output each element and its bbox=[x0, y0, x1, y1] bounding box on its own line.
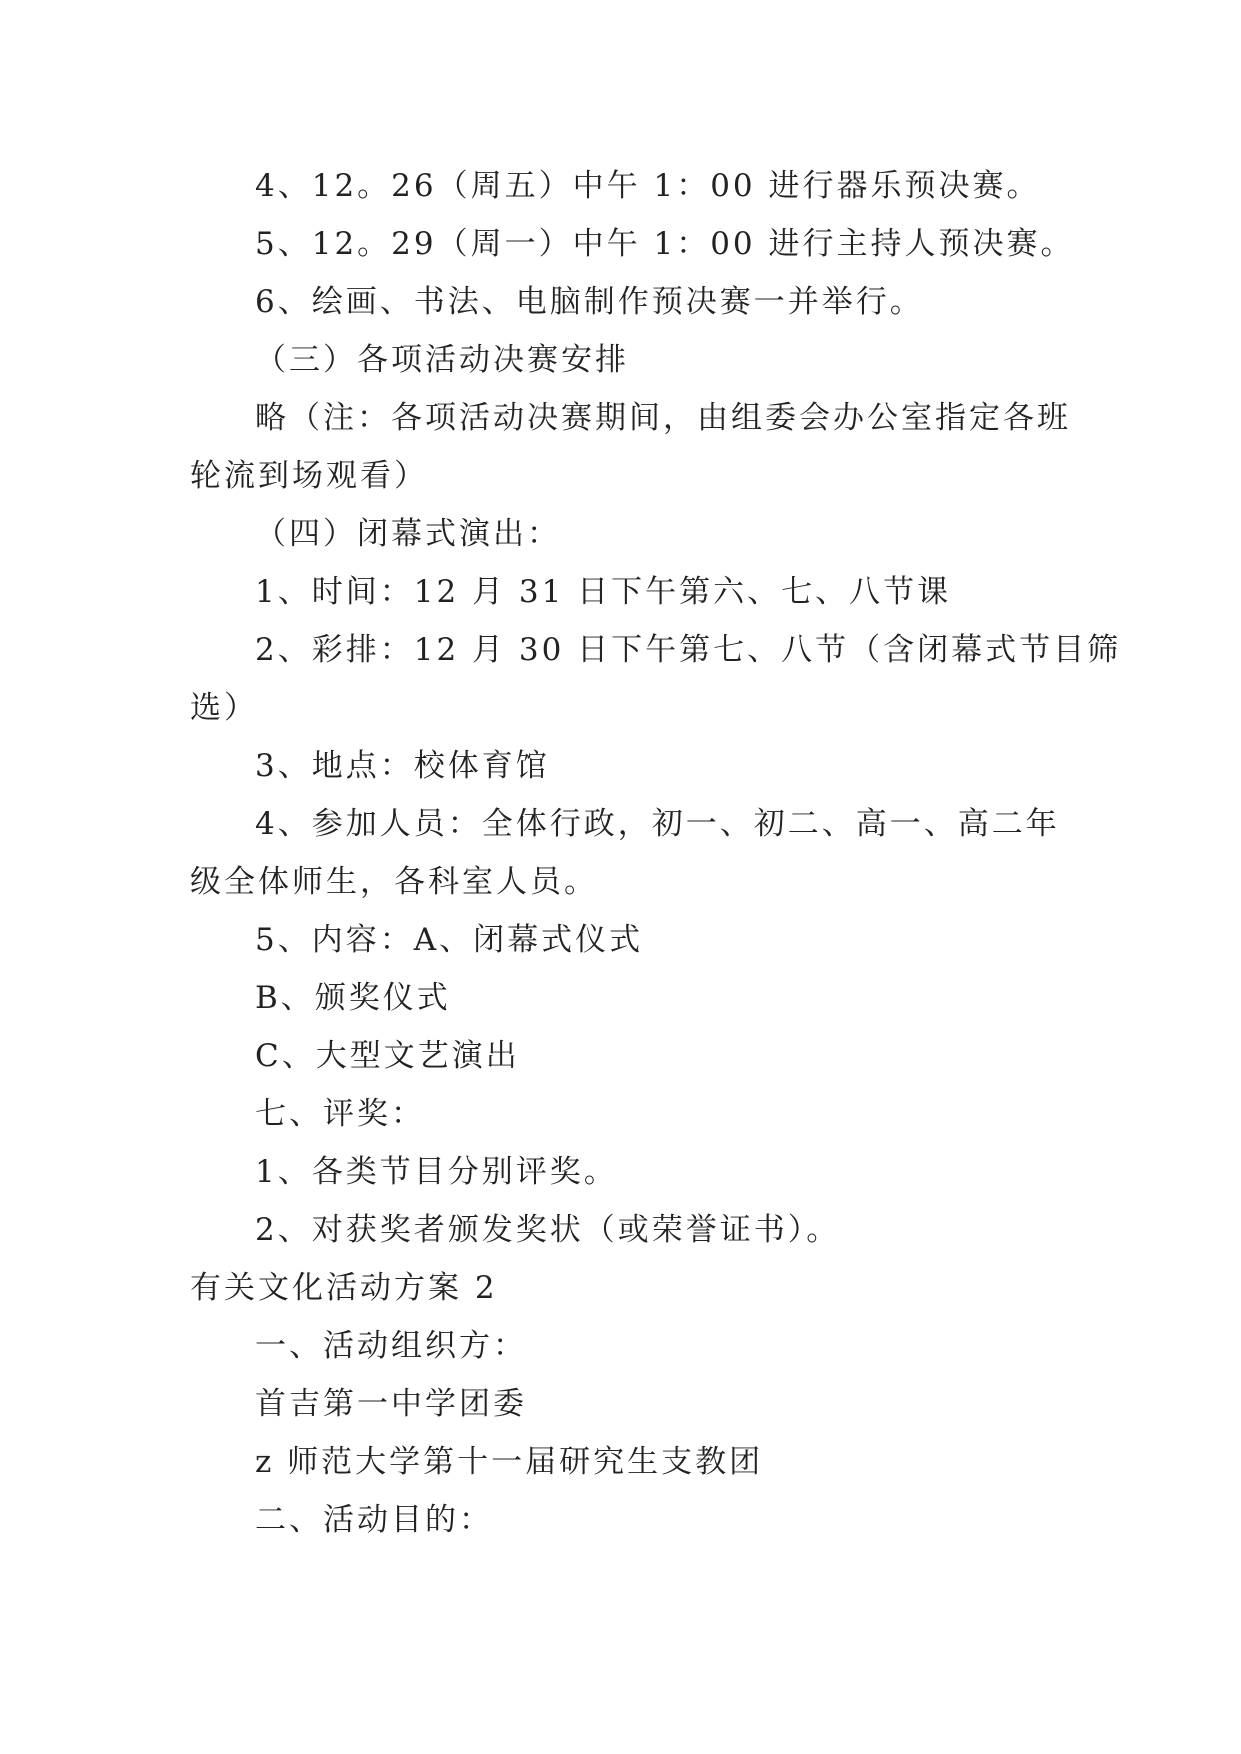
paragraph-line: 首吉第一中学团委 bbox=[255, 1386, 527, 1422]
paragraph-line: 6、绘画、书法、电脑制作预决赛一并举行。 bbox=[255, 284, 924, 320]
paragraph-line: 级全体师生，各科室人员。 bbox=[190, 864, 598, 900]
paragraph-line: 1、时间：12 月 31 日下午第六、七、八节课 bbox=[255, 574, 952, 610]
section-heading: （四）闭幕式演出： bbox=[255, 516, 561, 552]
paragraph-line: 2、彩排：12 月 30 日下午第七、八节（含闭幕式节目筛 bbox=[255, 632, 1122, 668]
section-heading: （三）各项活动决赛安排 bbox=[255, 342, 629, 378]
paragraph-line: 轮流到场观看） bbox=[190, 458, 428, 494]
paragraph-line: 4、12。26（周五）中午 1：00 进行器乐预决赛。 bbox=[255, 168, 1041, 204]
paragraph-line: 5、内容：A、闭幕式仪式 bbox=[255, 922, 644, 958]
section-heading: 一、活动组织方： bbox=[255, 1328, 527, 1364]
paragraph-line: 略（注：各项活动决赛期间，由组委会办公室指定各班 bbox=[255, 400, 1071, 436]
paragraph-line: B、颁奖仪式 bbox=[255, 980, 451, 1016]
paragraph-line: 3、地点：校体育馆 bbox=[255, 748, 550, 784]
section-heading: 二、活动目的： bbox=[255, 1502, 493, 1538]
paragraph-line: z 师范大学第十一届研究生支教团 bbox=[255, 1444, 764, 1480]
paragraph-line: 5、12。29（周一）中午 1：00 进行主持人预决赛。 bbox=[255, 226, 1075, 262]
document-title: 有关文化活动方案 2 bbox=[190, 1270, 498, 1306]
paragraph-line: 选） bbox=[190, 690, 258, 726]
section-heading: 七、评奖： bbox=[255, 1096, 425, 1132]
paragraph-line: 4、参加人员：全体行政，初一、初二、高一、高二年 bbox=[255, 806, 1060, 842]
paragraph-line: C、大型文艺演出 bbox=[255, 1038, 520, 1074]
paragraph-line: 2、对获奖者颁发奖状（或荣誉证书）。 bbox=[255, 1212, 841, 1248]
paragraph-line: 1、各类节目分别评奖。 bbox=[255, 1154, 618, 1190]
